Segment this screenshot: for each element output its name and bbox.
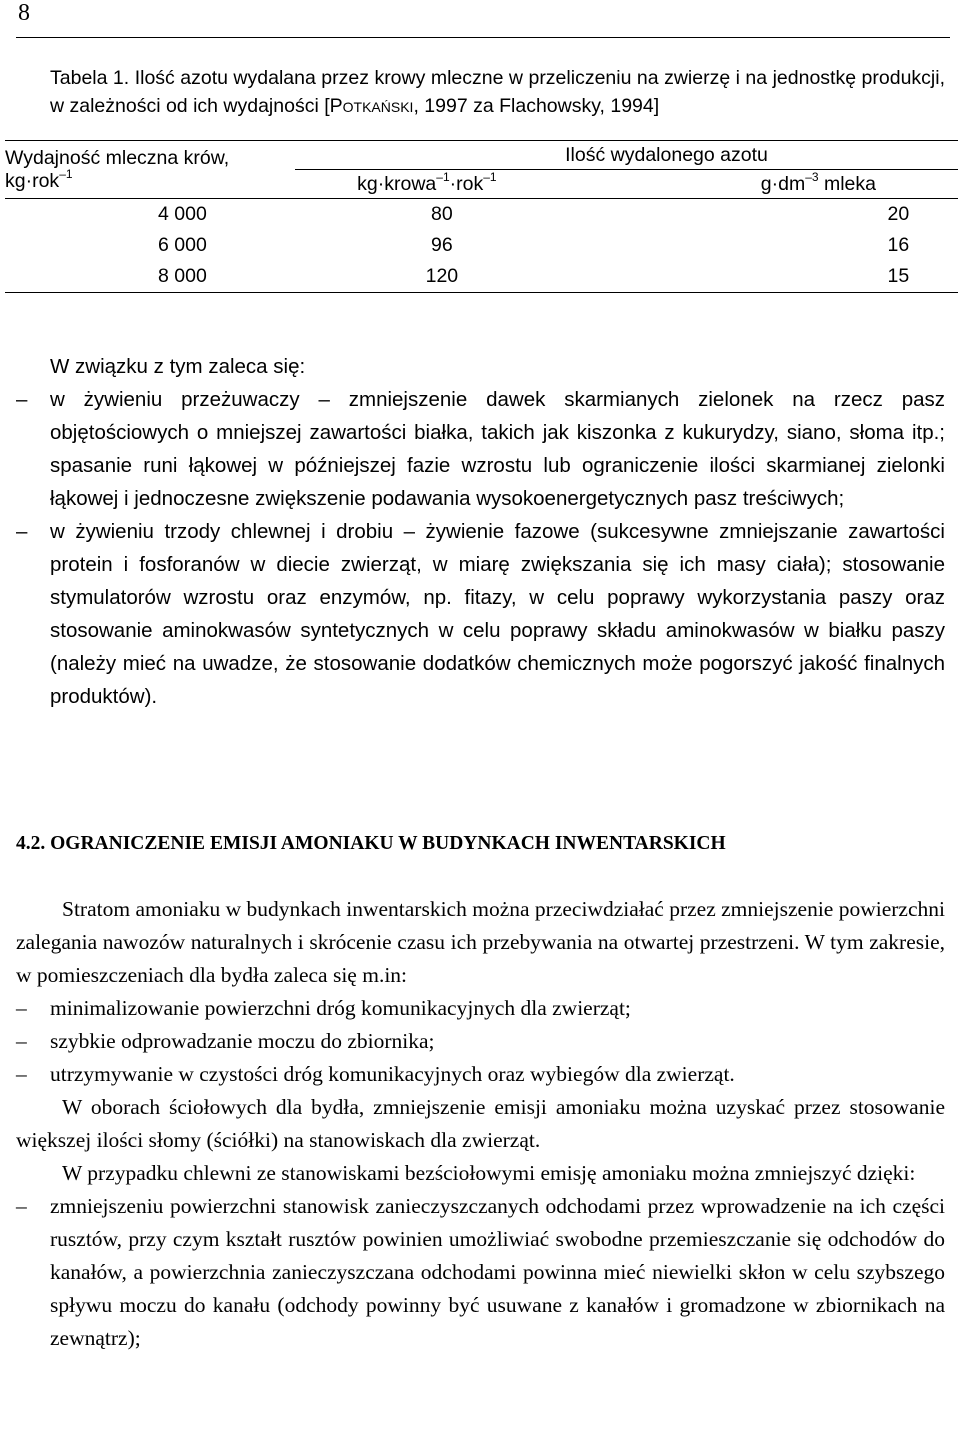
list-item-text: w żywieniu trzody chlewnej i drobiu – żywienie fazowe (sukcesywne zmniejszanie zawartości protein i fosforanów w diecie zwierząt, w miarę zwiększania się ich masy ciała); stosowanie stymulatorów wzrostu oraz enzymów, np. fitazy, w celu poprawy wykorzystania paszy oraz stosowanie aminokwasów syntetycznych w celu poprawy składu aminokwasów w białku paszy (należy mieć na uwadze, że stosowanie dodatków chemicznych może pogorszyć jakość finalnych produktów). [50, 520, 945, 708]
table-caption-text: Ilość azotu wydalana przez krowy mleczne w przeliczeniu na zwierzę i na jednostkę produkcji, w zależności od ich wydajności [ [50, 67, 945, 117]
list-item-text: utrzymywanie w czystości dróg komunikacyjnych oraz wybiegów dla zwierząt. [50, 1062, 735, 1086]
table-caption-text-end: , 1997 za Flachowsky, 1994] [413, 95, 660, 117]
table-caption [50, 64, 945, 120]
table-caption-label: Tabela 1. [50, 67, 130, 89]
table-row [5, 199, 958, 231]
list-item-text: w żywieniu przeżuwaczy – zmniejszenie dawek skarmianych zielonek na rzecz pasz objętościowych o mniejszej zawartości białka, takich jak kiszonka z kukurydzy, siano, słoma itp.; spasanie runi łąkowej w późniejszej fazie wzrostu lub ograniczenie ilości skarmianej zielonki łąkowej i jednoczesne zwiększenie podawania wysokoenergetycznych pasz treściwych; [50, 388, 945, 510]
header-rule [16, 37, 950, 38]
cell-per-cow: 80 [295, 199, 559, 231]
cell-yield: 4 000 [5, 199, 295, 231]
section-heading: 4.2. OGRANICZENIE EMISJI AMONIAKU W BUDYNKACH INWENTARSKICH [16, 833, 726, 854]
page-number: 8 [18, 0, 30, 26]
cell-per-cow: 120 [295, 261, 559, 293]
cell-per-cow: 96 [431, 234, 453, 256]
paragraph: W przypadku chlewni ze stanowiskami bezściołowymi emisję amoniaku można zmniejszyć dzięki: [62, 1161, 916, 1185]
list-item [16, 515, 945, 713]
col-header-per-cow: kg·krowa$^{-1}$·rok$^{-1}$ [295, 170, 559, 199]
list-item-text: minimalizowanie powierzchni dróg komunikacyjnych dla zwierząt; [50, 996, 631, 1020]
nitrogen-table [5, 140, 958, 293]
paragraph: Stratom amoniaku w budynkach inwentarskich można przeciwdziałać przez zmniejszenie powierzchni zalegania nawozów naturalnych i skrócenie czasu ich przebywania na otwartej przestrzeni. W tym zakresie, w pomieszczeniach dla bydła zaleca się m.in: [16, 897, 945, 987]
table-row [5, 261, 958, 293]
col-header-per-dm3: $g\cdot dm^{-3}$ mleka [559, 170, 958, 199]
col-header-yield: Wydajność mleczna krów, kg·rok$^{-1}$ [5, 141, 295, 199]
list-item [16, 1025, 945, 1058]
list-item [16, 383, 945, 515]
table-caption-author: Potkański [329, 95, 414, 117]
recommendations-intro: W związku z tym zaleca się: [50, 355, 306, 378]
list-item [16, 992, 945, 1025]
dash-bullet: – [16, 1062, 27, 1086]
cell-per-dm3: 16 [887, 234, 910, 256]
list-item [16, 1190, 945, 1355]
cell-yield: 6 000 [158, 234, 207, 256]
list-item [16, 1058, 945, 1091]
cell-per-dm3: 15 [559, 261, 958, 293]
col-group-header-nitrogen: Ilość wydalonego azotu [295, 141, 958, 170]
cell-per-dm3: 20 [559, 199, 958, 231]
table-row [5, 230, 958, 261]
paragraph: W oborach ściołowych dla bydła, zmniejszenie emisji amoniaku można uzyskać przez stosowanie większej ilości słomy (ściółki) na stanowiskach dla zwierząt. [16, 1095, 945, 1152]
dash-bullet: – [16, 388, 28, 411]
list-item-text: zmniejszeniu powierzchni stanowisk zanieczyszczanych odchodami przez wprowadzenie na ich części rusztów, przy czym kształt rusztów powinien umożliwiać swobodne przemieszczanie się odchodów do kanałów, a powierzchnia zanieczyszczana odchodami powinna mieć niewielki skłon w celu szybszego spływu moczu do kanału (odchody powinny być usuwane z kanałów i gromadzone w zbiornikach na zewnątrz); [50, 1194, 945, 1350]
recommendations-block [16, 350, 945, 713]
list-item-text: szybkie odprowadzanie moczu do zbiornika; [50, 1029, 435, 1053]
dash-bullet: – [16, 996, 27, 1020]
dash-bullet: – [16, 1029, 27, 1053]
dash-bullet: – [16, 520, 28, 543]
section-body [16, 893, 945, 1355]
dash-bullet: – [16, 1194, 27, 1218]
cell-yield: 8 000 [5, 261, 295, 293]
